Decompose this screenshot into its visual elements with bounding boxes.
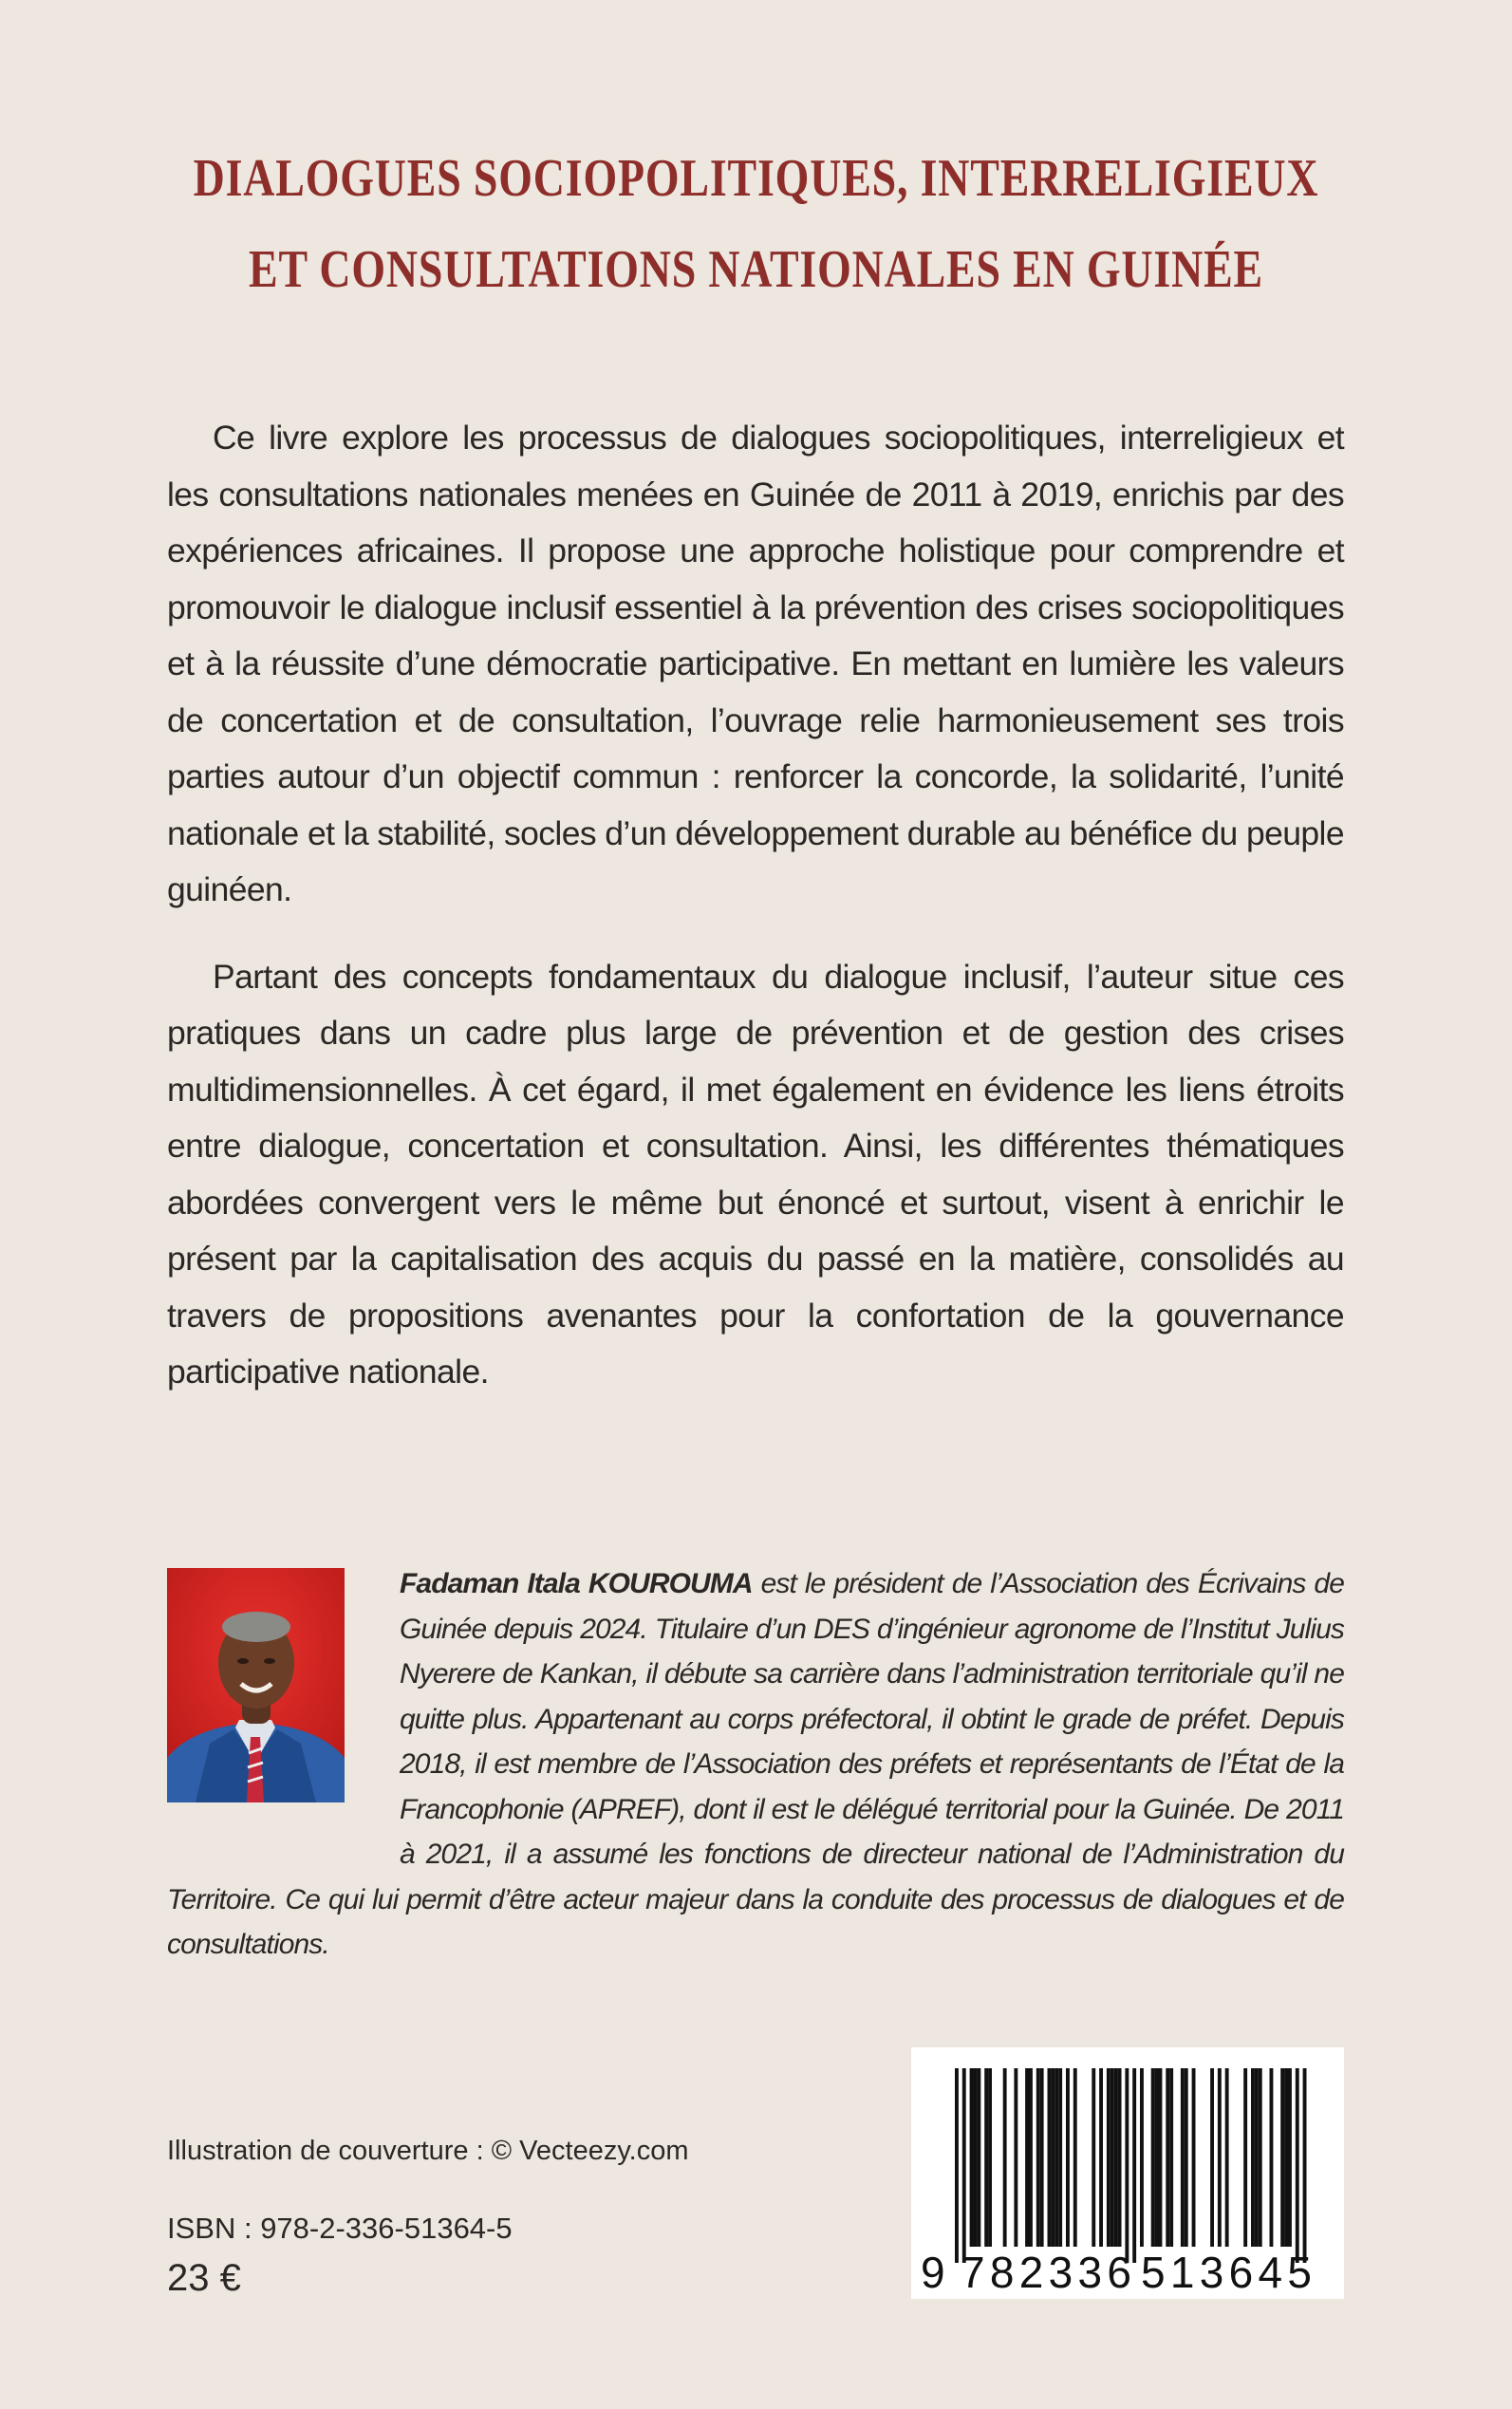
barcode-bar xyxy=(1255,2068,1259,2247)
barcode-bar xyxy=(1284,2068,1288,2247)
barcode-graphic xyxy=(911,2047,1344,2299)
author-bio xyxy=(167,1561,1344,1968)
barcode-bar xyxy=(1270,2068,1274,2247)
book-title-line-1: DIALOGUES SOCIOPOLITIQUES, INTERRELIGIEUX xyxy=(193,149,1319,208)
barcode-bar xyxy=(1225,2068,1229,2247)
barcode-left-digits: 782336 xyxy=(961,2248,1131,2297)
barcode-bar xyxy=(1159,2068,1163,2247)
barcode-first-digit: 9 xyxy=(921,2248,945,2297)
barcode-bar xyxy=(1155,2068,1159,2247)
barcode-bar xyxy=(1303,2068,1307,2263)
barcode-bar xyxy=(984,2068,988,2247)
barcode-bar xyxy=(1218,2068,1222,2247)
barcode-bar xyxy=(1181,2068,1185,2247)
barcode-bar xyxy=(1210,2068,1214,2247)
barcode-bar xyxy=(1073,2068,1077,2247)
summary-paragraph-1: Ce livre explore les processus de dialogues sociopolitiques, interreligieux et les consultations nationales menées en Guinée de 2011 à 2019, enrichis par des expériences africaines. Il propose une approche holistique pour comprendre et promouvoir le dialogue inclusif essentiel à la prévention des crises sociopolitiques et à la réussite d’une démocratie participative. En mettant en lumière les valeurs de concertation et de consultation, l’ouvrage relie harmonieusement ses trois parties autour d’un objectif commun : renforcer la concorde, la solidarité, l’unité nationale et la stabilité, socles d’un développement durable au bénéfice du peuple guinéen. xyxy=(167,419,1344,908)
barcode-bar xyxy=(1166,2068,1169,2247)
barcode-bar xyxy=(1092,2068,1095,2247)
barcode-bar xyxy=(1259,2068,1262,2247)
book-summary xyxy=(167,410,1344,1431)
cover-illustration-credit: Illustration de couverture : © Vecteezy.com xyxy=(167,2136,689,2166)
barcode-bar xyxy=(1040,2068,1044,2247)
barcode-bar xyxy=(1132,2068,1136,2263)
barcode-bar xyxy=(1251,2068,1255,2247)
barcode-bar xyxy=(1288,2068,1292,2247)
barcode-bar xyxy=(1051,2068,1055,2247)
barcode-bar xyxy=(1055,2068,1058,2247)
barcode-bar xyxy=(1058,2068,1062,2247)
barcode-bar xyxy=(1118,2068,1122,2247)
barcode-bar xyxy=(1192,2068,1196,2247)
barcode-bar xyxy=(1107,2068,1111,2247)
barcode-bar xyxy=(1003,2068,1007,2247)
barcode-bar xyxy=(1280,2068,1284,2247)
barcode-bar xyxy=(974,2068,978,2247)
barcode xyxy=(911,2047,1344,2299)
barcode-bar xyxy=(1296,2068,1299,2263)
barcode-bar xyxy=(955,2068,959,2263)
barcode-bar xyxy=(970,2068,974,2247)
barcode-bar xyxy=(1048,2068,1052,2247)
barcode-bar xyxy=(1066,2068,1070,2247)
book-title xyxy=(136,133,1375,315)
author-bio-text: est le président de l’Association des Écrivains de Guinée depuis 2024. Titulaire d’un DES d’ingénieur agronome de l’Institut Julius Nyerere de Kankan, il débute sa carrière dans l’administration territoriale qu’il ne quitte plus. Appartenant au corps préfectoral, il obtint le grade de préfet. Depuis 2018, il est membre de l’Association des préfets et représentants de l’État de la Francophonie (APREF), dont il est le délégué territorial pour la Guinée. De 2011 à 2021, il a assumé les fonctions de directeur national de l’Administration du Territoire. Ce qui lui permit d’être acteur majeur dans la conduite des processus de dialogues et de consultations. xyxy=(167,1568,1344,1960)
isbn: ISBN : 978-2-336-51364-5 xyxy=(167,2212,513,2245)
barcode-bar xyxy=(1169,2068,1173,2247)
photo-spacer xyxy=(167,1561,400,1839)
barcode-bar xyxy=(1025,2068,1029,2247)
barcode-bar xyxy=(1099,2068,1103,2247)
summary-paragraph-2: Partant des concepts fondamentaux du dialogue inclusif, l’auteur situe ces pratiques dans un cadre plus large de prévention et de gestion des crises multidimensionnelles. À cet égard, il met également en évidence les liens étroits entre dialogue, concertation et consultation. Ainsi, les différentes thématiques abordées convergent vers le même but énoncé et surtout, visent à enrichir le présent par la capitalisation des acquis du passé en la matière, consolidés au travers de propositions avenantes pour la confortation de la gouvernance participative nationale. xyxy=(167,957,1344,1391)
barcode-bar xyxy=(1243,2068,1247,2247)
barcode-bar xyxy=(1151,2068,1155,2247)
barcode-bar xyxy=(1111,2068,1114,2247)
price: 23 € xyxy=(167,2257,241,2299)
book-title-line-2: ET CONSULTATIONS NATIONALES EN GUINÉE xyxy=(249,240,1263,299)
author-name: Fadaman Itala KOUROUMA xyxy=(400,1568,753,1599)
barcode-right-digits: 513645 xyxy=(1141,2248,1312,2297)
barcode-bar xyxy=(977,2068,980,2247)
barcode-bar xyxy=(988,2068,992,2247)
barcode-bar xyxy=(1029,2068,1033,2247)
barcode-bar xyxy=(1014,2068,1017,2247)
barcode-bar xyxy=(962,2068,966,2263)
barcode-bar xyxy=(1125,2068,1129,2263)
barcode-bar xyxy=(1185,2068,1188,2247)
barcode-bars xyxy=(955,2068,1307,2263)
barcode-bar xyxy=(1036,2068,1040,2247)
barcode-bar xyxy=(1140,2068,1144,2247)
barcode-bar xyxy=(1114,2068,1118,2247)
